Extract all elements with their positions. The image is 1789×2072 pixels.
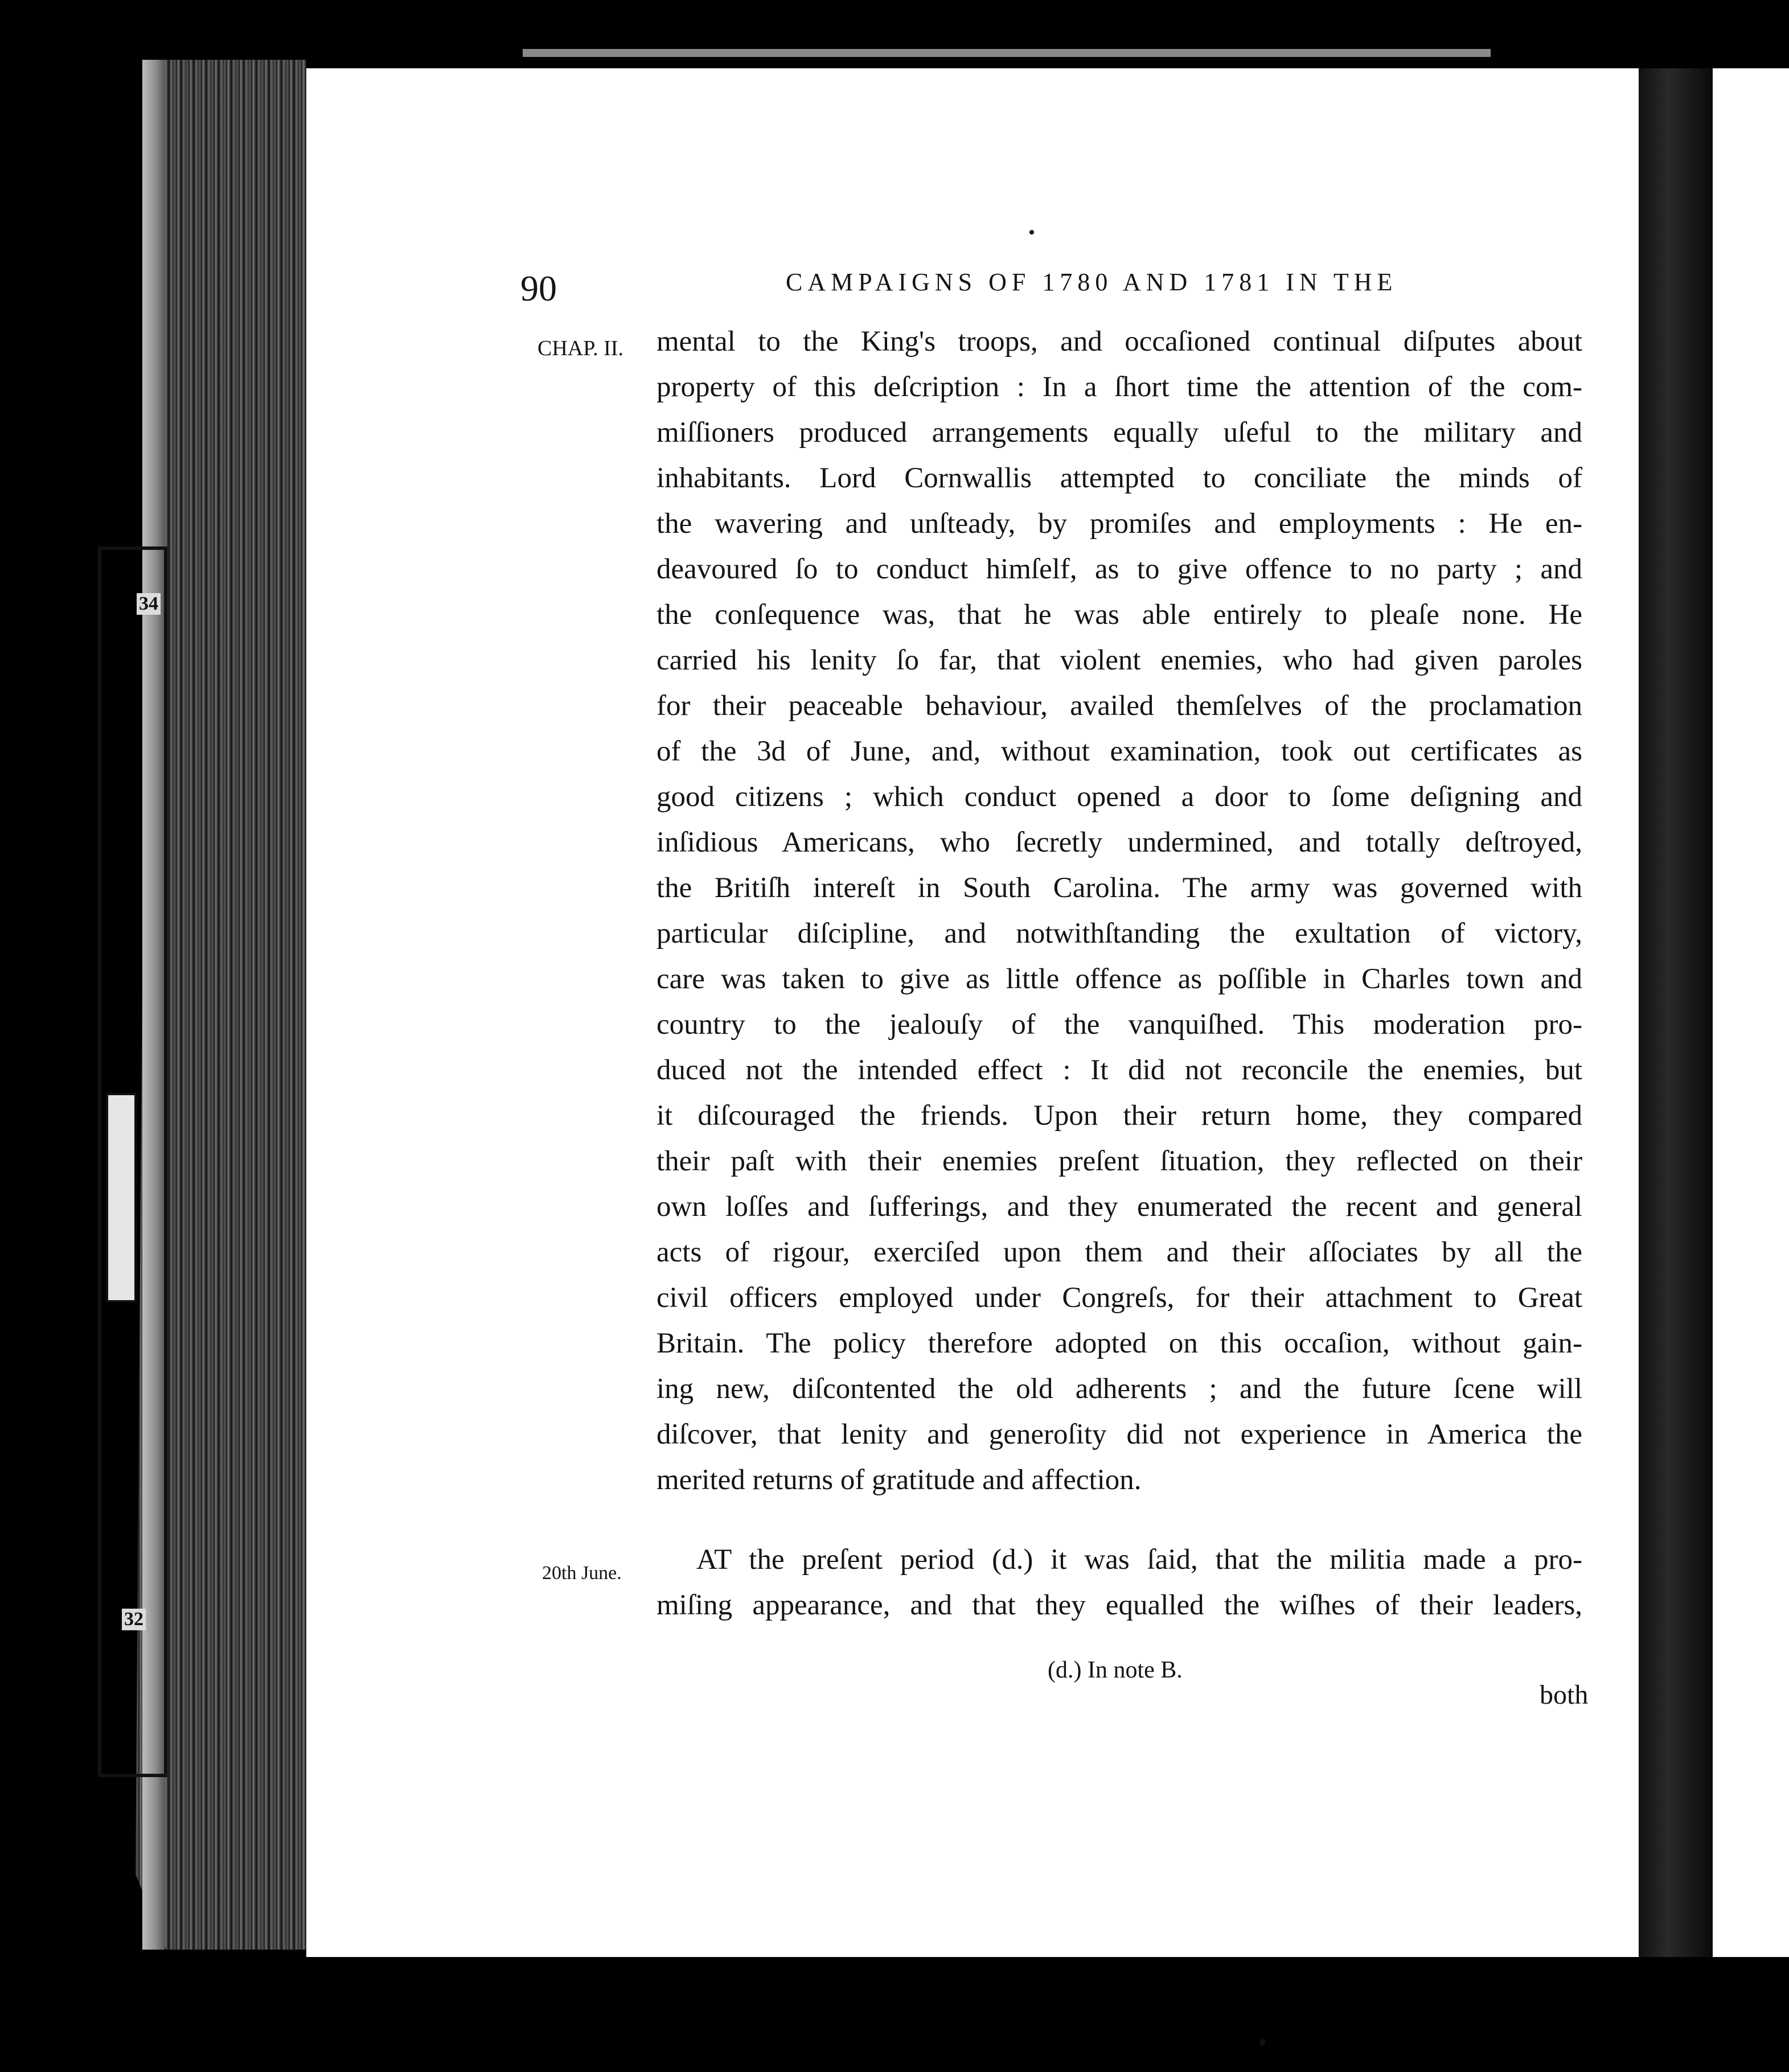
date-marginal-note: 20th June.: [542, 1563, 622, 1584]
ink-speck: [1029, 230, 1034, 235]
text-line: acts of rigour, exerciſed upon them and their aſſociates by all the: [656, 1236, 1582, 1268]
text-line: duced not the intended effect : It did not reconcile the enemies, but: [656, 1054, 1582, 1086]
text-line: good citizens ; which conduct opened a door to ſome deſigning and: [656, 781, 1582, 813]
text-line: Britain. The policy therefore adopted on this occaſion, without gain-: [656, 1327, 1582, 1359]
text-line: for their peaceable behaviour, availed themſelves of the proclamation: [656, 690, 1582, 722]
text-line: care was taken to give as little offence as poſſible in Charles town and: [656, 963, 1582, 995]
text-line: inhabitants. Lord Cornwallis attempted to conciliate the minds of: [656, 462, 1582, 494]
text-line: carried his lenity ſo far, that violent enemies, who had given paroles: [656, 644, 1582, 676]
text-line: civil officers employed under Congreſs, for their attachment to Great: [656, 1282, 1582, 1314]
text-line: it diſcouraged the friends. Upon their return home, they compared: [656, 1100, 1582, 1132]
side-label-top: 34: [137, 593, 161, 615]
chapter-marginal-note: CHAP. II.: [537, 336, 623, 360]
text-line: of the 3d of June, and, without examination, took out certificates as: [656, 735, 1582, 767]
text-line: ing new, diſcontented the old adherents ; and the future ſcene will: [656, 1373, 1582, 1405]
text-line: particular diſcipline, and notwithſtanding the exultation of victory,: [656, 918, 1582, 949]
text-line: country to the jealouſy of the vanquiſhed. This moderation pro-: [656, 1009, 1582, 1041]
gutter-shadow: [1639, 68, 1713, 1957]
text-line: miſing appearance, and that they equalled the wiſhes of their leaders,: [656, 1589, 1582, 1621]
text-line: diſcover, that lenity and generoſity did not experience in America the: [656, 1419, 1582, 1450]
text-line: the Britiſh intereſt in South Carolina. The army was governed with: [656, 872, 1582, 904]
text-line: the wavering and unſteady, by promiſes and employments : He en-: [656, 508, 1582, 540]
catchword: both: [1540, 1680, 1589, 1710]
text-line: inſidious Americans, who ſecretly undermined, and totally deſtroyed,: [656, 827, 1582, 858]
ink-speck: [1259, 2039, 1265, 2046]
text-line: deavoured ſo to conduct himſelf, as to give offence to no party ; and: [656, 553, 1582, 585]
page-number: 90: [520, 268, 557, 309]
text-line: own loſſes and ſufferings, and they enumerated the recent and general: [656, 1191, 1582, 1223]
text-line: the conſequence was, that he was able entirely to pleaſe none. He: [656, 599, 1582, 631]
text-line: their paſt with their enemies preſent ſituation, they reflected on their: [656, 1145, 1582, 1177]
text-line: AT the preſent period (d.) it was ſaid, that the militia made a pro-: [696, 1544, 1582, 1576]
bookmark-tab: [106, 1093, 137, 1302]
facing-page-edge: [1713, 68, 1789, 1957]
text-line: miſſioners produced arrangements equally uſeful to the military and: [656, 417, 1582, 449]
side-label-bottom: 32: [122, 1609, 146, 1630]
running-head: CAMPAIGNS OF 1780 AND 1781 IN THE: [786, 268, 1398, 296]
text-line: mental to the King's troops, and occaſioned continual diſputes about: [656, 326, 1582, 357]
text-line: merited returns of gratitude and affection.: [656, 1464, 1142, 1496]
footnote: (d.) In note B.: [1048, 1657, 1183, 1683]
text-line: property of this deſcription : In a ſhort time the attention of the com-: [656, 371, 1582, 403]
binding-top-line: [523, 49, 1491, 57]
